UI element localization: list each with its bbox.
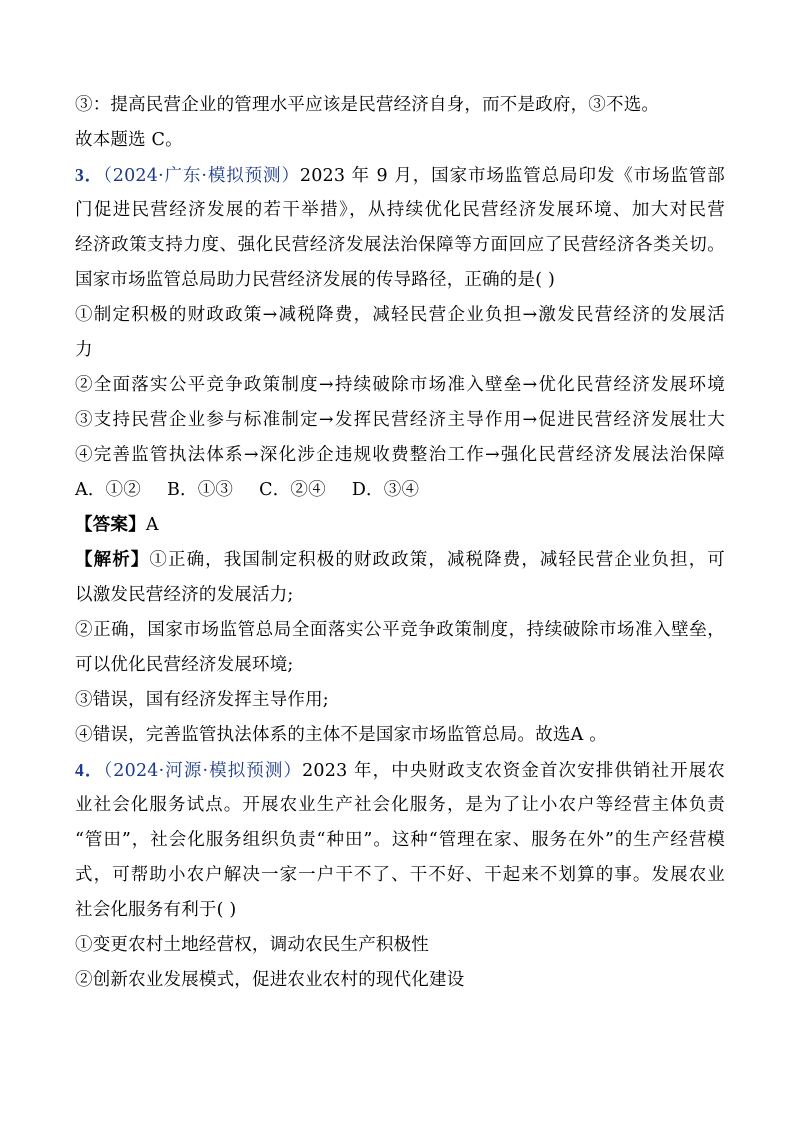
- q4-stem-line-5: 社会化服务有利于( ): [75, 900, 237, 920]
- q3-item-1b: 力: [75, 340, 93, 360]
- q3-option-c: C．②④: [259, 480, 326, 500]
- q4-stem-text-1: 2023 年，中央财政支农资金首次安排供销社开展农: [302, 761, 725, 781]
- q3-option-a: A．①②: [75, 480, 141, 500]
- document-page: [75, 88, 725, 998]
- q4-item-1: ①变更农村土地经营权，调动农民生产积极性: [75, 935, 429, 955]
- q3-item-4: ④完善监管执法体系→深化涉企违规收费整治工作→强化民营经济发展法治保障: [75, 445, 725, 465]
- q3-stem-line-4: 国家市场监管总局助力民营经济发展的传导路径，正确的是( ): [75, 270, 556, 290]
- q4-stem-line-4: 式，可帮助小农户解决一家一户干不了、干不好、干起来不划算的事。发展农业: [75, 865, 725, 885]
- q3-option-b: B．①③: [166, 480, 234, 500]
- q3-stem-line-1: [75, 158, 725, 193]
- q3-item-3: ③支持民营企业参与标准制定→发挥民营经济主导作用→促进民营经济发展壮大: [75, 410, 725, 430]
- q3-item-1a: ①制定积极的财政政策→减税降费，减轻民营企业负担→激发民营经济的发展活: [75, 305, 725, 325]
- q3-options: [75, 473, 725, 508]
- q3-option-d: D．③④: [351, 480, 420, 500]
- q3-stem-text-1: 2023 年 9 月，国家市场监管总局印发《市场监管部: [299, 166, 725, 186]
- q4-item-2: ②创新农业发展模式，促进农业农村的现代化建设: [75, 970, 465, 990]
- q3-analysis-text-1: ①正确，我国制定积极的财政政策，减税降费，减轻民营企业负担，可: [149, 550, 725, 570]
- q3-number: 3．: [75, 165, 104, 185]
- q3-analysis-line-1: [75, 543, 725, 578]
- q3-analysis-line-5: ③错误，国有经济发挥主导作用;: [75, 690, 329, 710]
- q3-analysis-label: 【解析】: [75, 550, 150, 570]
- q4-stem-line-2: 业社会化服务试点。开展农业生产社会化服务，是为了让小农户等经营主体负责: [75, 795, 725, 815]
- q4-number: 4．: [75, 760, 104, 780]
- q3-analysis-line-4: 可以优化民营经济发展环境;: [75, 655, 294, 675]
- q3-stem-line-3: 经济政策支持力度、强化民营经济发展法治保障等方面回应了民营经济各类关切。: [75, 235, 725, 255]
- q3-stem-line-2: 门促进民营经济发展的若干举措》，从持续优化民营经济发展环境、加大对民营: [75, 200, 725, 220]
- q3-answer-line: [75, 508, 725, 543]
- q3-item-2: ②全面落实公平竞争政策制度→持续破除市场准入壁垒→优化民营经济发展环境: [75, 375, 725, 395]
- q4-stem-line-3: “管田”，社会化服务组织负责“种田”。这种“管理在家、服务在外”的生产经营模: [75, 830, 725, 850]
- q3-answer-label: 【答案】: [75, 515, 146, 535]
- q3-analysis-line-3: ②正确，国家市场监管总局全面落实公平竞争政策制度，持续破除市场准入壁垒，: [75, 620, 725, 640]
- prev-conclusion-line: 故本题选 C。: [75, 130, 183, 150]
- q3-source: （2024·广东·模拟预测）: [103, 166, 300, 186]
- q4-source: （2024·河源·模拟预测）: [103, 761, 303, 781]
- q3-answer-value: A: [145, 515, 159, 535]
- q3-analysis-line-2: 以激发民营经济的发展活力;: [75, 585, 294, 605]
- q4-stem-line-1: [75, 753, 725, 788]
- prev-analysis-line: ③：提高民营企业的管理水平应该是民营经济自身，而不是政府，③不选。: [75, 95, 660, 115]
- q3-analysis-line-6: ④错误，完善监管执法体系的主体不是国家市场监管总局。故选A 。: [75, 725, 607, 745]
